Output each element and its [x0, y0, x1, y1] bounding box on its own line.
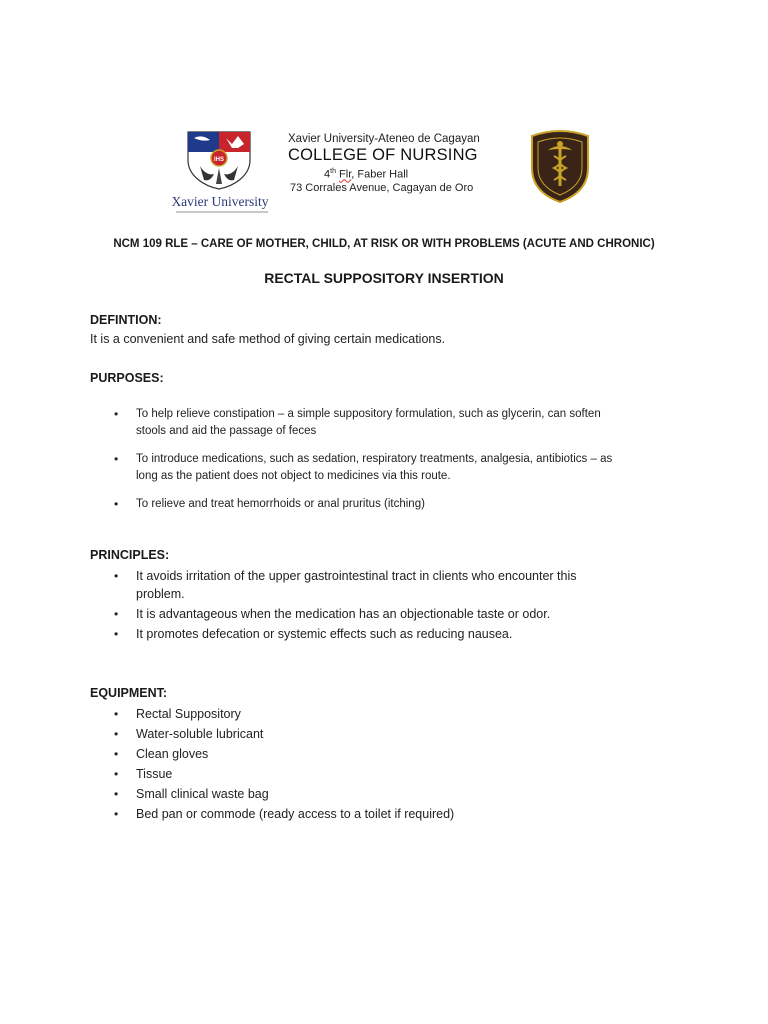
equipment-heading: EQUIPMENT: — [90, 686, 168, 700]
principle-line: It avoids irritation of the upper gastrointestinal tract in clients who encounter this — [136, 569, 577, 583]
list-item — [90, 625, 690, 643]
bullet-icon: • — [114, 607, 119, 621]
principle-line: It is advantageous when the medication has an objectionable taste or odor. — [136, 607, 551, 621]
list-item — [90, 496, 690, 513]
purpose-line: To introduce medications, such as sedation, respiratory treatments, analgesia, antibiotics – as — [136, 453, 613, 465]
document-title: RECTAL SUPPOSITORY INSERTION — [264, 270, 504, 286]
list-item — [90, 705, 690, 723]
purposes-heading: PURPOSES: — [90, 371, 164, 385]
letterhead-text — [288, 132, 508, 195]
college-address: 73 Corrales Avenue, Cagayan de Oro — [290, 181, 474, 194]
definition-text: It is a convenient and safe method of giving certain medications. — [90, 332, 446, 346]
purpose-line: long as the patient does not object to medicines via this route. — [136, 470, 451, 482]
purposes-list — [90, 406, 690, 524]
principles-heading: PRINCIPLES: — [90, 548, 170, 562]
list-item — [90, 605, 690, 623]
bullet-icon: • — [114, 787, 119, 801]
equipment-list — [90, 705, 690, 825]
floor-number: 4 — [324, 168, 331, 181]
floor-suffix: th — [330, 168, 336, 175]
bullet-icon: • — [114, 569, 119, 583]
svg-text:IHS: IHS — [213, 157, 225, 163]
principles-list — [90, 567, 690, 645]
letterhead — [164, 124, 604, 212]
bullet-icon: • — [114, 707, 119, 721]
logo-motto — [172, 210, 272, 216]
xavier-shield-icon — [186, 130, 252, 190]
bullet-icon: • — [114, 452, 119, 466]
list-item — [90, 451, 690, 485]
list-item — [90, 725, 690, 743]
bullet-icon: • — [114, 747, 119, 761]
list-item — [90, 765, 690, 783]
list-item — [90, 785, 690, 803]
list-item — [90, 805, 690, 823]
bullet-icon: • — [114, 407, 119, 421]
bullet-icon: • — [114, 767, 119, 781]
bullet-icon: • — [114, 727, 119, 741]
purpose-line: stools and aid the passage of feces — [136, 425, 317, 437]
college-of-nursing-seal-icon — [524, 128, 596, 204]
equipment-item: Tissue — [136, 767, 173, 781]
equipment-item: Water-soluble lubricant — [136, 727, 264, 741]
college-floor — [288, 165, 508, 182]
floor-abbrev: Flr — [339, 168, 352, 181]
xavier-university-logo-name: Xavier University — [171, 194, 269, 209]
xavier-university-logo — [164, 128, 276, 212]
definition-heading: DEFINTION: — [90, 313, 162, 327]
principle-line: problem. — [136, 587, 185, 601]
bullet-icon: • — [114, 497, 119, 511]
purpose-line: To help relieve constipation – a simple suppository formulation, such as glycerin, can soften — [136, 408, 601, 420]
equipment-item: Rectal Suppository — [136, 707, 241, 721]
bullet-icon: • — [114, 807, 119, 821]
motto-line-icon — [172, 210, 272, 214]
equipment-item: Clean gloves — [136, 747, 209, 761]
principle-line: It promotes defecation or systemic effects such as reducing nausea. — [136, 627, 513, 641]
course-heading: NCM 109 RLE – CARE OF MOTHER, CHILD, AT RISK OR WITH PROBLEMS (ACUTE AND CHRONIC) — [113, 238, 655, 250]
purpose-line: To relieve and treat hemorrhoids or anal pruritus (itching) — [136, 498, 425, 510]
college-name: COLLEGE OF NURSING — [288, 146, 478, 164]
list-item — [90, 406, 690, 440]
equipment-item: Small clinical waste bag — [136, 787, 269, 801]
list-item — [90, 567, 690, 603]
equipment-item: Bed pan or commode (ready access to a toilet if required) — [136, 807, 455, 821]
floor-building: , Faber Hall — [351, 168, 409, 181]
bullet-icon: • — [114, 627, 119, 641]
list-item — [90, 745, 690, 763]
university-name: Xavier University-Ateneo de Cagayan — [288, 133, 480, 145]
